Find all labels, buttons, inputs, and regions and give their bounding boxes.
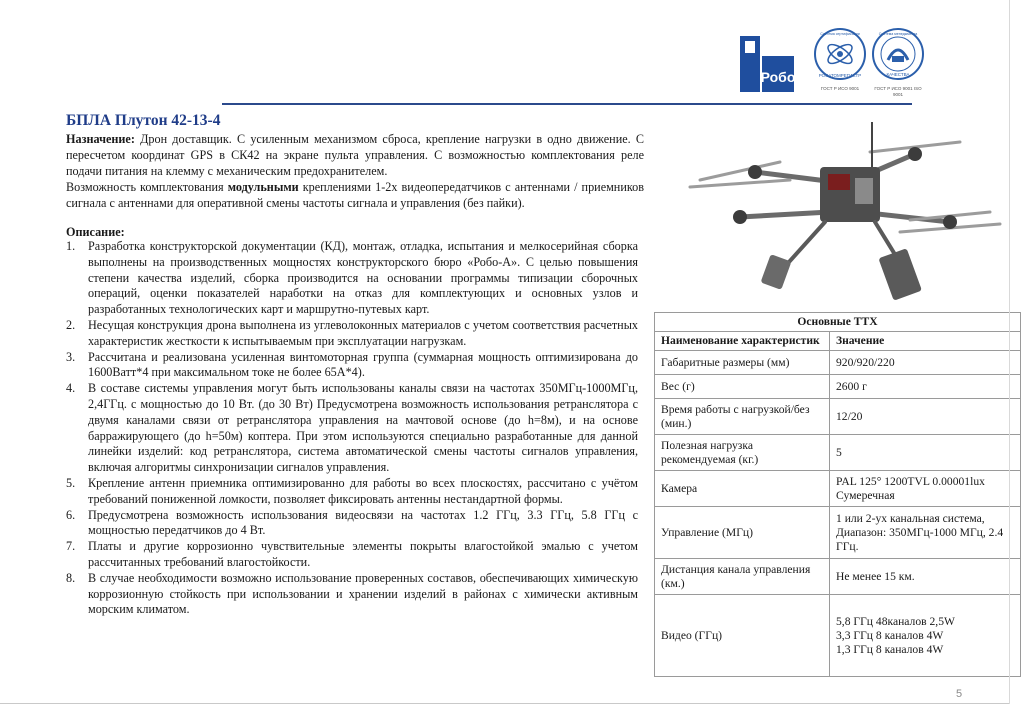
list-item-number: 1. (66, 239, 76, 253)
page-title: БПЛА Плутон 42-13-4 (66, 112, 221, 129)
cert-ring-text: Система сертификации (820, 32, 860, 36)
video-line: 1,3 ГГц 8 каналов 4W (836, 642, 944, 656)
table-row (655, 351, 1021, 375)
table-row (655, 595, 1021, 677)
purpose-paragraph (66, 131, 644, 211)
list-item-text: Разработка конструкторской документации (КД), монтаж, отладка, испытания и мелкосерийная сборка выполнены на производственных мощностях конструкторского бюро «Робо-А». С целью повышения степени качества изделий, сборка производится на основании программы типизации сборочных операций, оценки показателей наработки на отказ для комплектующих и основных узлов и разработанных технологических карт и маршрутно-путевых карт. (88, 239, 638, 317)
specs-table-header (655, 332, 1021, 351)
quality-certificate-badge (870, 26, 926, 98)
right-border (1009, 0, 1010, 704)
list-item-number: 4. (66, 381, 76, 396)
purpose-text: Дрон доставщик. С усиленным механизмом сброса, крепление нагрузки в одно движение. С пересчетом координат GPS в СК42 на экране пульта управления. С возможностью комплектования реле подачи питания на клемму с механическим предохранителем. (66, 132, 644, 178)
footer-divider (0, 703, 1010, 704)
list-item (66, 539, 638, 571)
drone-photo (660, 112, 1018, 312)
cert-name: РОСАТОМРЕГИСТР (818, 73, 862, 78)
spec-value: 5 (830, 435, 1021, 471)
purpose-label: Назначение: (66, 132, 135, 146)
spec-value: 12/20 (830, 399, 1021, 435)
description-list (66, 239, 638, 618)
modular-text-after: креплениями 1-2х видеопередатчиков с антеннами / приемников сигнала с антеннами для оперативной смены частоты сигнала и управления (без пайки). (66, 180, 645, 210)
list-item-number: 7. (66, 539, 76, 554)
spec-value: Не менее 15 км. (830, 559, 1021, 595)
page-number: 5 (956, 688, 963, 700)
list-item-text: Платы и другие коррозионно чувствительные элементы покрыты влагостойкой эмалью с учетом рассчитанных требований влагостойкости. (88, 539, 638, 569)
description-heading: Описание: (66, 225, 125, 239)
list-item-text: В составе системы управления могут быть использованы каналы связи на частотах 350МГц-1000МГц, 2,4ГГц. с мощностью до 10 Вт. (до 30 Вт) Предусмотрена возможность использования ретранслятора с двумя каналами связи от ретранслятора управления на мачтовой основе (до h=8м), и на основе барражирующего (до h=50м) коптера. При этом используются специально разработанные для данной линейки изделий: код ретранслятора, система автоматической смены частоты сигналов управления, включая алгоритмы синхронизации сигналов управления. (88, 381, 638, 475)
list-item (66, 239, 638, 318)
list-item-number: 6. (66, 507, 76, 522)
spec-name: Вес (г) (655, 375, 830, 399)
table-row (655, 375, 1021, 399)
spec-value: PAL 125° 1200TVL 0.00001lux Сумеречная (830, 471, 1021, 507)
spec-value: 1 или 2-ух канальная система, Диапазон: 350МГц-1000 МГц, 2.4 ГГц. (830, 507, 1021, 559)
list-item (66, 571, 638, 618)
specs-column-value: Значение (830, 332, 1021, 351)
table-row (655, 559, 1021, 595)
spec-name: Управление (МГц) (655, 507, 830, 559)
spec-name: Полезная нагрузка рекомендуемая (кг.) (655, 435, 830, 471)
spec-value: 920/920/220 (830, 351, 1021, 375)
list-item (66, 350, 638, 382)
cert-name: КАЧЕСТВА (886, 72, 910, 77)
table-row (655, 435, 1021, 471)
list-item-text: Несущая конструкция дрона выполнена из углеволоконных материалов с учетом соответствия расчетных характеристик жесткости к испытываемым при эксплуатации нагрузкам. (88, 317, 638, 348)
spec-name: Камера (655, 471, 830, 507)
table-row (655, 399, 1021, 435)
list-item (66, 381, 638, 476)
logo-text: Робо (760, 69, 796, 85)
specs-table-caption: Основные ТТХ (655, 313, 1021, 332)
table-row (655, 471, 1021, 507)
modular-text-bold: модульными (227, 180, 299, 194)
list-item-text: Крепление антенн приемника оптимизированно для работы во всех плоскостях, рассчитано с учётом требований пониженной ломкости, позволяет фиксировать антенны нестандартной формы. (88, 475, 638, 506)
list-item (66, 508, 638, 540)
list-item-number: 3. (66, 349, 76, 364)
spec-name: Дистанция канала управления (км.) (655, 559, 830, 595)
spec-name: Видео (ГГц) (655, 595, 830, 677)
spec-name: Габаритные размеры (мм) (655, 351, 830, 375)
spec-value (830, 595, 1021, 677)
list-item-text: Рассчитана и реализована усиленная винтомоторная группа (суммарная мощность оптимизирована до 1600Ватт*4 при максимальном токе не более 65А*4). (88, 349, 638, 380)
spec-name: Время работы с нагрузкой/без (мин.) (655, 399, 830, 435)
specs-column-name: Наименование характеристик (655, 332, 830, 351)
video-line: 5,8 ГГц 48каналов 2,5W (836, 614, 955, 628)
modular-text-before: Возможность комплектования (66, 180, 228, 194)
list-item-number: 8. (66, 570, 76, 585)
list-item-text: В случае необходимости возможно использование проверенных составов, обеспечивающих химическую коррозионную стойкость при использовании и хранении изделий в районах с химически активным морским климатом. (88, 570, 638, 617)
list-item (66, 318, 638, 350)
spec-value: 2600 г (830, 375, 1021, 399)
cert-ring-text: Система менеджмента (878, 32, 918, 36)
table-row (655, 507, 1021, 559)
list-item-number: 2. (66, 317, 76, 332)
list-item-number: 5. (66, 475, 76, 490)
video-line: 3,3 ГГц 8 каналов 4W (836, 628, 944, 642)
header-divider (222, 103, 912, 105)
cert-caption: ГОСТ Р ИСО 9001 (820, 86, 860, 91)
cert-caption: ГОСТ Р ИСО 9001 ISO 9001 (874, 86, 922, 97)
list-item-text: Предусмотрена возможность использования видеосвязи на частотах 1.2 ГГц, 3.3 ГГц, 5.8 ГГц с мощностью передатчиков до 4 Вт. (88, 507, 638, 538)
list-item (66, 476, 638, 508)
robo-logo (738, 36, 796, 92)
rosatom-certificate-badge (812, 26, 868, 98)
specs-table (654, 312, 1021, 677)
